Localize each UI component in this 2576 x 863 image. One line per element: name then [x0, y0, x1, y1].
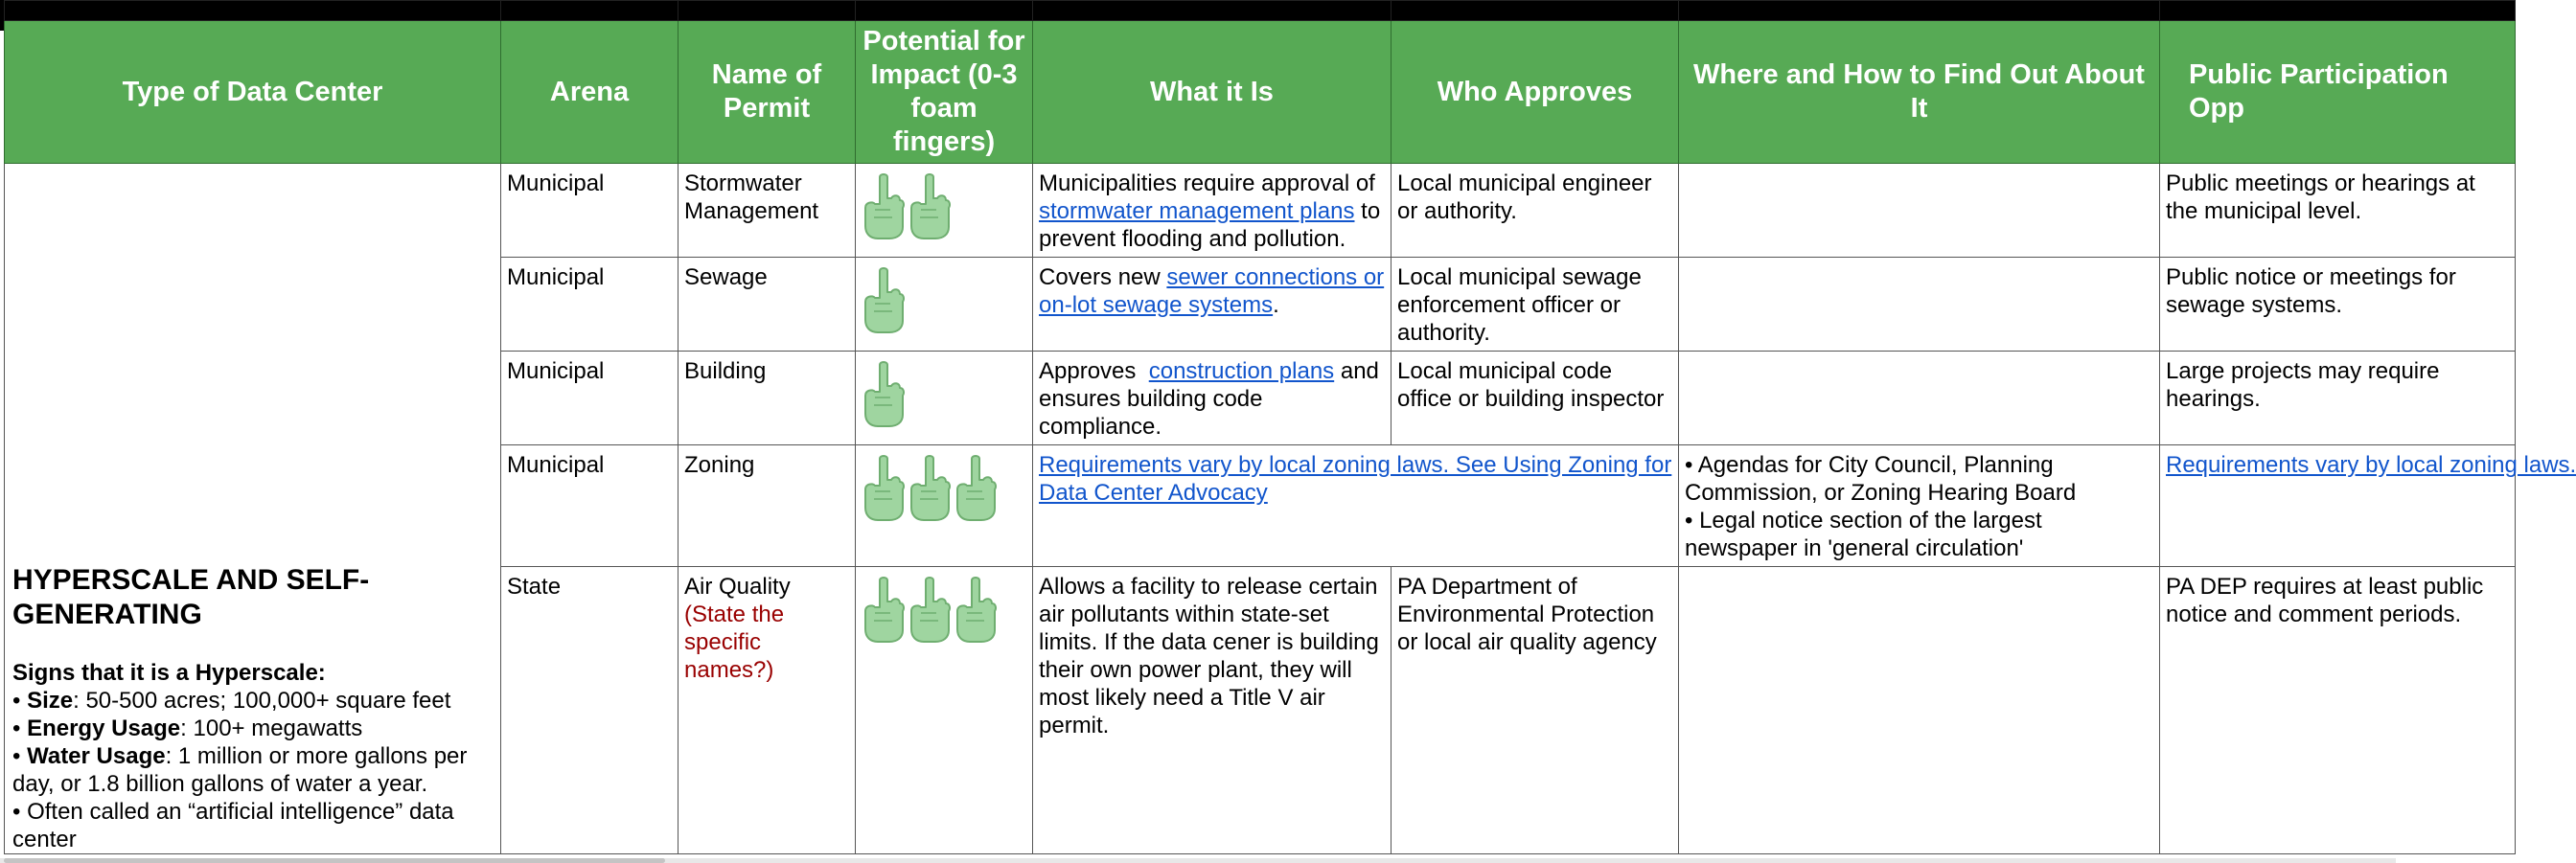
arena-cell[interactable]: Municipal: [501, 164, 678, 258]
black-spacer-row: [5, 1, 2516, 21]
foam-finger-icon: [908, 575, 952, 644]
stormwater-plans-link[interactable]: stormwater management plans: [1039, 198, 1355, 224]
foam-finger-icon: [908, 171, 952, 240]
where-cell[interactable]: [1679, 445, 2160, 567]
table-row: [5, 164, 2516, 258]
who-cell[interactable]: Local municipal code office or building inspector: [1392, 352, 1679, 445]
foam-finger-icon: [908, 453, 952, 522]
header-who[interactable]: Who Approves: [1392, 21, 1679, 164]
what-cell[interactable]: Covers new sewer connections or on-lot sewage systems.: [1033, 258, 1392, 352]
arena-cell[interactable]: Municipal: [501, 258, 678, 352]
what-cell[interactable]: Allows a facility to release certain air pollutants within state-set limits. If the data cener is building their own power plant, they will most likely need a Title V air permit.: [1033, 567, 1392, 854]
header-type[interactable]: Type of Data Center: [5, 21, 501, 164]
permit-note: (State the specific names?): [684, 602, 785, 683]
zoning-advocacy-link[interactable]: Requirements vary by local zoning laws. See Using Zoning for Data Center Advocacy: [1039, 452, 1672, 506]
foam-finger-icon: [954, 575, 998, 644]
foam-finger-icon: [862, 359, 906, 428]
foam-fingers: [862, 357, 1026, 428]
where-item: • Agendas for City Council, Planning Commission, or Zoning Hearing Board: [1685, 452, 2077, 506]
what-cell[interactable]: Municipalities require approval of stormwater management plans to prevent flooding and pollution.: [1033, 164, 1392, 258]
signs-list: [12, 687, 493, 853]
header-what[interactable]: What it Is: [1033, 21, 1392, 164]
where-cell[interactable]: [1679, 352, 2160, 445]
arena-cell[interactable]: State: [501, 567, 678, 854]
horizontal-scrollbar[interactable]: [0, 858, 2396, 863]
header-row: [5, 21, 2516, 164]
permit-cell[interactable]: Stormwater Management: [678, 164, 856, 258]
who-cell[interactable]: PA Department of Environmental Protection or local air quality agency: [1392, 567, 1679, 854]
where-cell[interactable]: [1679, 567, 2160, 854]
header-where[interactable]: Where and How to Find Out About It: [1679, 21, 2160, 164]
public-cell[interactable]: Public notice or meetings for sewage systems.: [2160, 258, 2516, 352]
foam-finger-icon: [862, 575, 906, 644]
sign-size: • Size: 50-500 acres; 100,000+ square feet: [12, 688, 451, 714]
permit-cell[interactable]: Zoning: [678, 445, 856, 567]
foam-finger-icon: [862, 453, 906, 522]
sign-water: • Water Usage: 1 million or more gallons per day, or 1.8 billion gallons of water a year.: [12, 743, 468, 797]
where-item: • Legal notice section of the largest newspaper in 'general circulation': [1685, 508, 2042, 561]
foam-finger-icon: [862, 265, 906, 334]
foam-fingers: [862, 573, 1026, 644]
arena-cell[interactable]: Municipal: [501, 352, 678, 445]
foam-fingers: [862, 451, 1026, 522]
what-cell-merged[interactable]: [1033, 445, 1679, 567]
foam-finger-icon: [862, 171, 906, 240]
type-title: HYPERSCALE AND SELF-GENERATING: [12, 564, 370, 630]
impact-cell[interactable]: [856, 567, 1033, 854]
where-cell[interactable]: [1679, 258, 2160, 352]
permit-name: Air Quality: [684, 574, 791, 600]
header-arena[interactable]: Arena: [501, 21, 678, 164]
permit-cell[interactable]: [678, 567, 856, 854]
where-cell[interactable]: [1679, 164, 2160, 258]
impact-cell[interactable]: [856, 258, 1033, 352]
foam-finger-icon: [954, 453, 998, 522]
permit-cell[interactable]: Sewage: [678, 258, 856, 352]
public-cell[interactable]: Large projects may require hearings.: [2160, 352, 2516, 445]
signs-title: Signs that it is a Hyperscale:: [12, 660, 326, 686]
permit-cell[interactable]: Building: [678, 352, 856, 445]
permit-table: [4, 0, 2576, 854]
type-cell[interactable]: [5, 164, 501, 854]
who-cell[interactable]: Local municipal sewage enforcement officer or authority.: [1392, 258, 1679, 352]
what-cell[interactable]: Approves construction plans and ensures building code compliance.: [1033, 352, 1392, 445]
header-permit[interactable]: Name of Permit: [678, 21, 856, 164]
public-cell[interactable]: Public meetings or hearings at the municipal level.: [2160, 164, 2516, 258]
scrollbar-thumb[interactable]: [4, 858, 665, 863]
zoning-requirements-link[interactable]: Requirements vary by local zoning laws.: [2166, 452, 2576, 478]
impact-cell[interactable]: [856, 445, 1033, 567]
sign-ai: • Often called an “artificial intelligence” data center: [12, 799, 454, 852]
foam-fingers: [862, 170, 1026, 240]
who-cell[interactable]: Local municipal engineer or authority.: [1392, 164, 1679, 258]
foam-fingers: [862, 263, 1026, 334]
sewer-connections-link[interactable]: sewer connections or on-lot sewage systems: [1039, 264, 1385, 318]
arena-cell[interactable]: Municipal: [501, 445, 678, 567]
impact-cell[interactable]: [856, 352, 1033, 445]
header-impact[interactable]: Potential for Impact (0-3 foam fingers): [856, 21, 1033, 164]
public-cell[interactable]: PA DEP requires at least public notice and comment periods.: [2160, 567, 2516, 854]
impact-cell[interactable]: [856, 164, 1033, 258]
sign-energy: • Energy Usage: 100+ megawatts: [12, 715, 363, 741]
construction-plans-link[interactable]: construction plans: [1148, 358, 1335, 384]
header-public[interactable]: Public Participation Opp: [2160, 21, 2516, 164]
public-cell[interactable]: [2160, 445, 2576, 567]
